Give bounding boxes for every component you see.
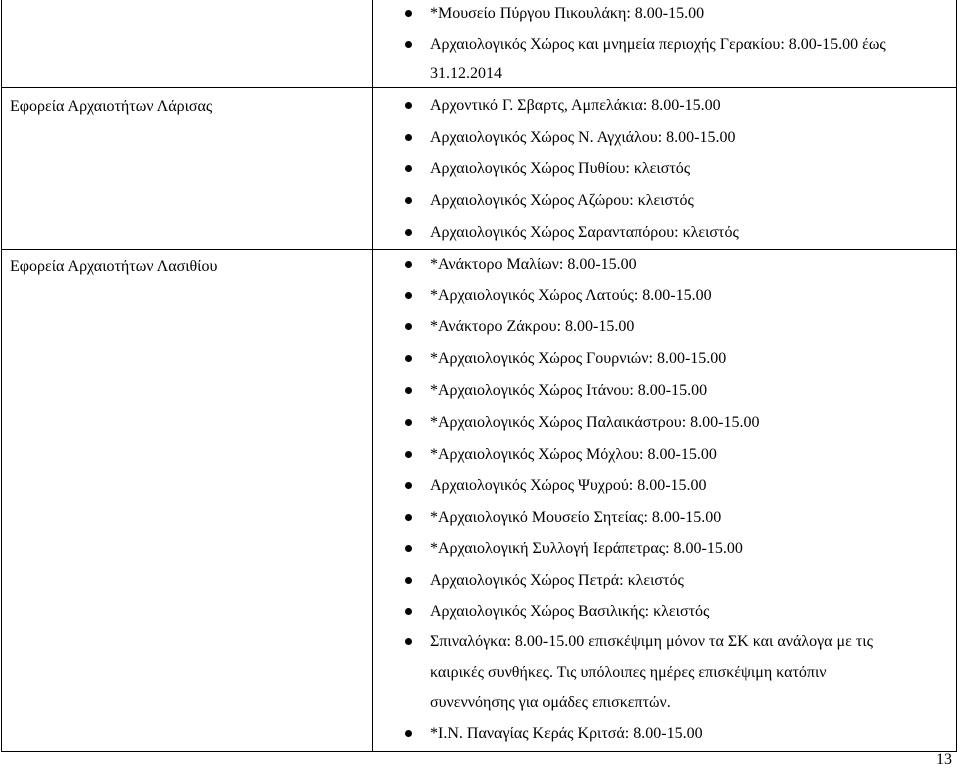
list-item [430, 5, 940, 23]
list-item-text: συνεννόησης για ομάδες επισκεπτών. [430, 694, 671, 711]
list-item [430, 350, 940, 368]
list-item [430, 694, 940, 712]
list-item [430, 446, 940, 464]
list-item [430, 477, 940, 495]
list-item-text: *Αρχαιολογική Συλλογή Ιεράπετρας: 8.00-15.00 [430, 540, 743, 557]
bullet-icon [405, 419, 412, 426]
list-item-text: Αρχαιολογικός Χώρος Σαρανταπόρου: κλειστός [430, 224, 739, 241]
page-number: 13 [936, 751, 952, 768]
list-item [430, 540, 940, 558]
table-right-border [956, 0, 957, 752]
list-item-text: *Αρχαιολογικό Μουσείο Σητείας: 8.00-15.00 [430, 509, 722, 526]
list-item [430, 160, 940, 178]
agency-name: Εφορεία Αρχαιοτήτων Λάρισας [10, 98, 213, 115]
list-item-text: *Ι.Ν. Παναγίας Κεράς Κριτσά: 8.00-15.00 [430, 725, 703, 742]
list-item-text: Αρχαιολογικός Χώρος Ν. Αγχιάλου: 8.00-15.00 [430, 129, 736, 146]
list-item [430, 572, 940, 590]
bullet-icon [405, 451, 412, 458]
bullet-icon [405, 197, 412, 204]
list-item-text: Αρχοντικό Γ. Σβαρτς, Αμπελάκια: 8.00-15.00 [430, 97, 721, 114]
table-bottom-border [1, 751, 957, 752]
list-item-text: *Αρχαιολογικός Χώρος Γουρνιών: 8.00-15.00 [430, 350, 727, 367]
list-item [430, 192, 940, 210]
bullet-icon [405, 165, 412, 172]
list-item-text: Σπιναλόγκα: 8.00-15.00 επισκέψιμη μόνον τα ΣΚ και ανάλογα με τις [430, 633, 873, 650]
bullet-icon [405, 229, 412, 236]
list-item-text: καιρικές συνθήκες. Τις υπόλοιπες ημέρες επισκέψιμη κατόπιν [430, 664, 827, 681]
list-item [430, 224, 940, 242]
table-left-border [1, 0, 2, 752]
list-item [430, 509, 940, 527]
bullet-icon [405, 482, 412, 489]
list-item-text: Αρχαιολογικός Χώρος Πυθίου: κλειστός [430, 160, 691, 177]
list-item-text: *Αρχαιολογικός Χώρος Ιτάνου: 8.00-15.00 [430, 382, 708, 399]
list-item [430, 36, 940, 54]
list-item-text: *Μουσείο Πύργου Πικουλάκη: 8.00-15.00 [430, 5, 705, 22]
bullet-icon [405, 638, 412, 645]
bullet-icon [405, 292, 412, 299]
list-item-text: 31.12.2014 [430, 65, 502, 82]
list-item [430, 129, 940, 147]
list-item [430, 414, 940, 432]
list-item-text: *Ανάκτορο Μαλίων: 8.00-15.00 [430, 256, 637, 273]
list-item [430, 725, 940, 743]
list-item [430, 97, 940, 115]
bullet-icon [405, 355, 412, 362]
list-item [430, 664, 940, 682]
row-divider [1, 87, 957, 88]
list-item-text: Αρχαιολογικός Χώρος και μνημεία περιοχής Γερακίου: 8.00-15.00 έως [430, 36, 886, 53]
bullet-icon [405, 261, 412, 268]
list-item-text: Αρχαιολογικός Χώρος Ψυχρού: 8.00-15.00 [430, 477, 707, 494]
list-item-text: *Αρχαιολογικός Χώρος Μόχλου: 8.00-15.00 [430, 446, 717, 463]
bullet-icon [405, 608, 412, 615]
list-item [430, 318, 940, 336]
bullet-icon [405, 577, 412, 584]
list-item-text: Αρχαιολογικός Χώρος Αζώρου: κλειστός [430, 192, 694, 209]
list-item [430, 603, 940, 621]
list-item-text: *Αρχαιολογικός Χώρος Λατούς: 8.00-15.00 [430, 287, 712, 304]
bullet-icon [405, 134, 412, 141]
bullet-icon [405, 514, 412, 521]
bullet-icon [405, 102, 412, 109]
list-item [430, 633, 940, 651]
row-divider [1, 249, 957, 250]
list-item-text: *Ανάκτορο Ζάκρου: 8.00-15.00 [430, 318, 635, 335]
bullet-icon [405, 41, 412, 48]
list-item [430, 287, 940, 305]
list-item-text: Αρχαιολογικός Χώρος Πετρά: κλειστός [430, 572, 684, 589]
table-column-divider [372, 0, 373, 752]
bullet-icon [405, 730, 412, 737]
list-item [430, 65, 940, 83]
bullet-icon [405, 323, 412, 330]
list-item [430, 382, 940, 400]
list-item-text: Αρχαιολογικός Χώρος Βασιλικής: κλειστός [430, 603, 710, 620]
bullet-icon [405, 545, 412, 552]
list-item-text: *Αρχαιολογικός Χώρος Παλαικάστρου: 8.00-15.00 [430, 414, 760, 431]
bullet-icon [405, 387, 412, 394]
bullet-icon [405, 10, 412, 17]
list-item [430, 256, 940, 274]
agency-name: Εφορεία Αρχαιοτήτων Λασιθίου [10, 258, 218, 275]
